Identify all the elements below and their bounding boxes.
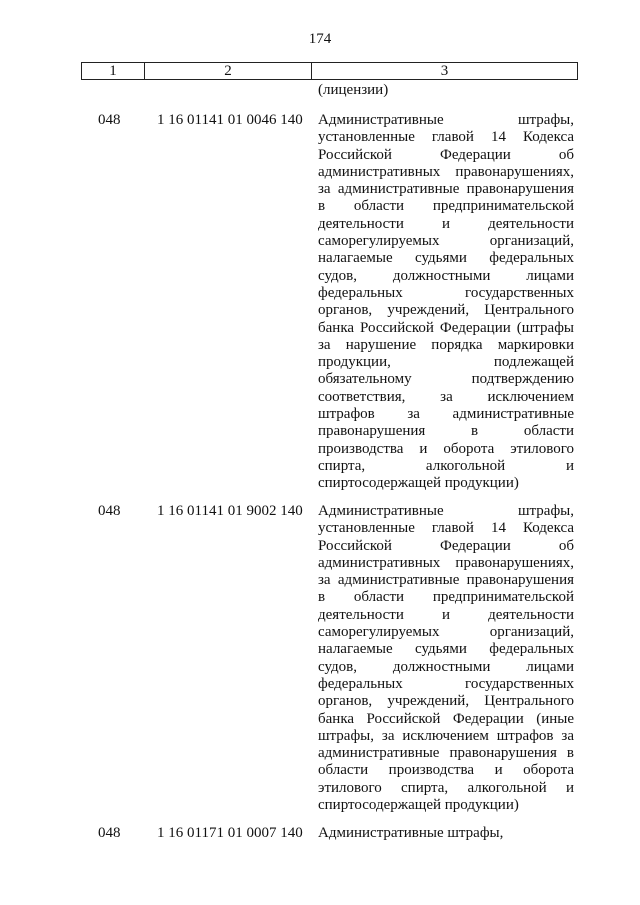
description-line: органов, учреждений, Центрального: [318, 693, 574, 710]
description-line: спирта, алкогольной и: [318, 457, 574, 474]
header-col-3: 3: [440, 63, 449, 79]
description-line: налагаемые судьями федеральных: [318, 250, 574, 267]
description-line: налагаемые судьями федеральных: [318, 641, 574, 658]
row-code: 048: [98, 112, 121, 128]
description-line: деятельности и деятельности: [318, 606, 574, 623]
description-line: установленные главой 14 Кодекса: [318, 129, 574, 146]
row-description: [318, 825, 574, 842]
description-line: в области предпринимательской: [318, 589, 574, 606]
description-line: обязательному подтверждению: [318, 371, 574, 388]
description-line: саморегулируемых организаций,: [318, 624, 574, 641]
description-line: банка Российской Федерации (штрафы: [318, 319, 574, 336]
row-code: 048: [98, 503, 121, 519]
table-header: [81, 62, 578, 80]
description-line: соответствия, за исключением: [318, 388, 574, 405]
description-line: судов, должностными лицами: [318, 658, 574, 675]
row-kbk: 1 16 01141 01 0046 140: [157, 112, 303, 128]
description-line: штрафы, за исключением штрафов за: [318, 727, 574, 744]
description-line: Российской Федерации об: [318, 537, 574, 554]
row-kbk: 1 16 01141 01 9002 140: [157, 503, 303, 519]
continuation-text: (лицензии): [318, 82, 389, 98]
row-kbk: 1 16 01171 01 0007 140: [157, 825, 303, 841]
page-number: 174: [308, 31, 332, 47]
description-line: установленные главой 14 Кодекса: [318, 520, 574, 537]
description-line: административных правонарушениях,: [318, 163, 574, 180]
row-description: [318, 112, 574, 493]
description-line: административные правонарушения в: [318, 745, 574, 762]
description-line: Административные штрафы,: [318, 503, 574, 519]
description-line: федеральных государственных: [318, 284, 574, 301]
description-line: спиртосодержащей продукции): [318, 475, 519, 492]
description-line: за нарушение порядка маркировки: [318, 336, 574, 353]
header-col-2: 2: [145, 63, 312, 79]
description-line: органов, учреждений, Центрального: [318, 302, 574, 319]
description-line: этилового спирта, алкогольной и: [318, 779, 574, 796]
description-line: банка Российской Федерации (иные: [318, 710, 574, 727]
description-line: административных правонарушениях,: [318, 554, 574, 571]
description-line: спиртосодержащей продукции): [318, 797, 519, 814]
description-line: области производства и оборота: [318, 762, 574, 779]
description-line: Административные штрафы,: [318, 112, 574, 128]
description-line: Российской Федерации об: [318, 146, 574, 163]
description-line: деятельности и деятельности: [318, 215, 574, 232]
description-line: федеральных государственных: [318, 675, 574, 692]
row-code: 048: [98, 825, 121, 841]
description-line: за административные правонарушения: [318, 181, 574, 198]
description-line: Административные штрафы,: [318, 825, 504, 841]
description-line: штрафов за административные: [318, 406, 574, 423]
row-description: [318, 503, 574, 814]
description-line: судов, должностными лицами: [318, 267, 574, 284]
description-line: продукции, подлежащей: [318, 354, 574, 371]
description-line: за административные правонарушения: [318, 572, 574, 589]
header-col-1: 1: [82, 63, 145, 79]
description-line: производства и оборота этилового: [318, 440, 574, 457]
description-line: правонарушения в области: [318, 423, 574, 440]
description-line: в области предпринимательской: [318, 198, 574, 215]
description-line: саморегулируемых организаций,: [318, 233, 574, 250]
